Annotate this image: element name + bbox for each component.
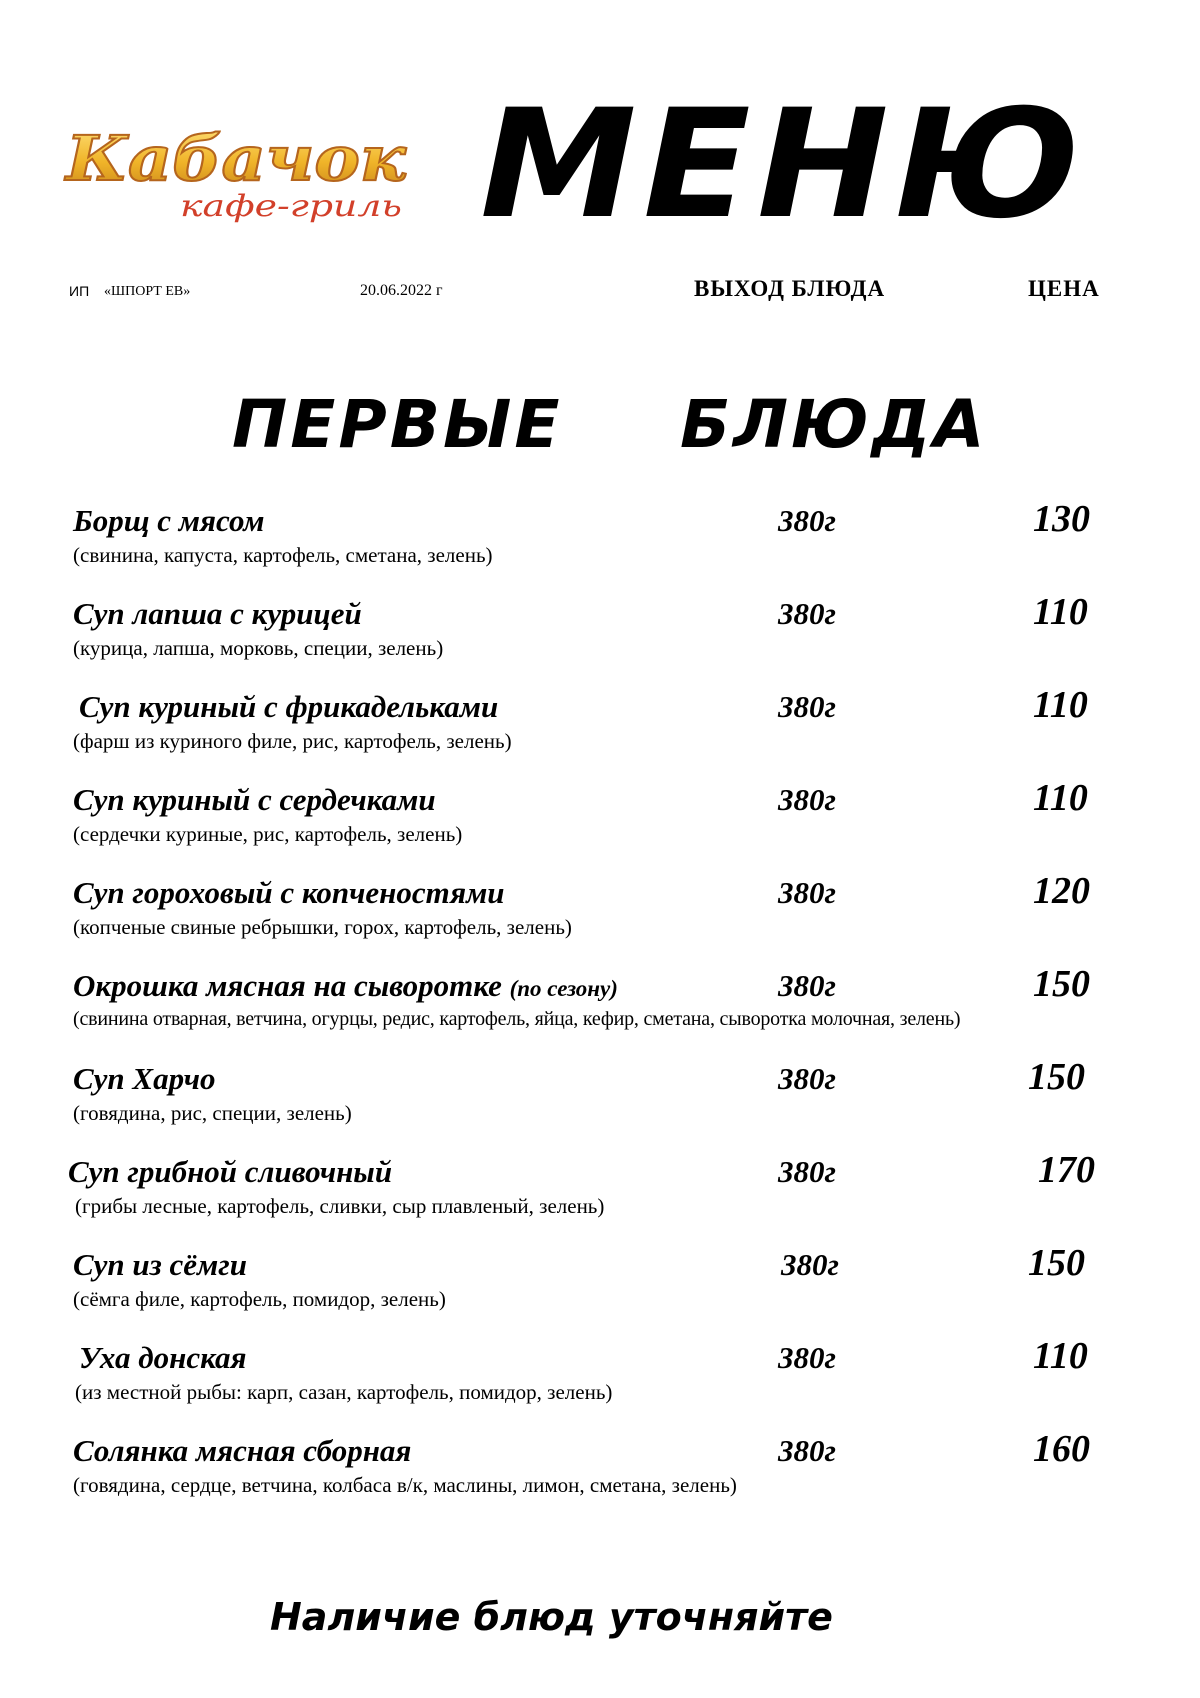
menu-item-description: (фарш из куриного филе, рис, картофель, зелень) [73,729,512,753]
menu-item-price: 110 [1033,591,1088,633]
menu-item-weight: 380г [778,1061,836,1096]
menu-item-name: Суп куриный с сердечками [73,782,436,817]
menu-item-name: Суп грибной сливочный [68,1154,393,1189]
menu-item-name-text: Окрошка мясная на сыворотке [73,968,502,1003]
menu-item-weight: 380г [778,1340,836,1375]
menu-item-weight: 380г [778,968,836,1003]
menu-item [0,963,1200,1058]
menu-item [0,1428,1200,1523]
menu-item-description: (копченые свиные ребрышки, горох, картофель, зелень) [73,915,572,939]
menu-item-weight: 380г [778,782,836,817]
menu-item-price: 170 [1038,1149,1095,1191]
menu-item-weight: 380г [778,875,836,910]
menu-item-description: (из местной рыбы: карп, сазан, картофель, помидор, зелень) [75,1380,613,1404]
ip-name: «ШПОРТ ЕВ» [104,284,191,299]
menu-item-description: (говядина, рис, специи, зелень) [73,1101,352,1125]
menu-item [0,684,1200,779]
menu-item [0,591,1200,686]
menu-item [0,1149,1200,1244]
menu-item [0,870,1200,965]
menu-item-price: 110 [1033,684,1088,726]
menu-item-description: (грибы лесные, картофель, сливки, сыр плавленый, зелень) [75,1194,605,1218]
menu-item-season-note: (по сезону) [509,976,618,1001]
availability-note: Наличие блюд уточняйте [270,1595,833,1639]
menu-item-price: 110 [1033,777,1088,819]
menu-item-name: Суп Харчо [73,1061,216,1096]
document-date: 20.06.2022 г [360,282,443,299]
menu-item [0,1335,1200,1430]
menu-item-price: 110 [1033,1335,1088,1377]
menu-item-price: 160 [1033,1428,1090,1470]
menu-item-description: (свинина отварная, ветчина, огурцы, редис, картофель, яйца, кефир, сметана, сыворотка молочная, зелень) [73,1008,961,1030]
menu-item-weight: 380г [778,503,836,538]
menu-item [0,1242,1200,1337]
menu-item [0,1056,1200,1151]
logo-tagline-text: кафе-гриль [180,189,402,224]
cafe-logo [62,108,412,228]
menu-item-name: Суп лапша с курицей [73,596,362,631]
menu-item-weight: 380г [781,1247,839,1282]
menu-item [0,777,1200,872]
page-title: МЕНЮ [480,78,1087,252]
menu-item-name: Суп куриный с фрикадельками [79,689,499,724]
menu-item-weight: 380г [778,1154,836,1189]
menu-item-description: (свинина, капуста, картофель, сметана, зелень) [73,543,493,567]
menu-item-price: 150 [1028,1242,1085,1284]
menu-item-name: Уха донская [79,1340,247,1375]
section-heading-word-1: ПЕРВЫЕ [232,386,563,463]
menu-item-price: 150 [1028,1056,1085,1098]
menu-item-price: 130 [1033,498,1090,540]
menu-item-price: 150 [1033,963,1090,1005]
menu-item-description: (говядина, сердце, ветчина, колбаса в/к, маслины, лимон, сметана, зелень) [73,1473,737,1497]
menu-item-name: Суп гороховый с копченостями [73,875,505,910]
menu-item-description: (сёмга филе, картофель, помидор, зелень) [73,1287,446,1311]
menu-item-name: Борщ с мясом [73,503,265,538]
logo-brand-text: Кабачок [63,122,408,195]
menu-item-description: (курица, лапша, морковь, специи, зелень) [73,636,444,660]
menu-item [0,498,1200,593]
menu-item-weight: 380г [778,1433,836,1468]
menu-item-price: 120 [1033,870,1090,912]
ip-label: ИП [69,283,90,299]
menu-item-name: Солянка мясная сборная [73,1433,412,1468]
menu-item-weight: 380г [778,596,836,631]
column-header-price: ЦЕНА [1028,276,1100,301]
column-header-portion: ВЫХОД БЛЮДА [694,276,886,301]
menu-item-name: Суп из сёмги [73,1247,247,1282]
section-heading-word-2: БЛЮДА [680,386,988,463]
menu-item-description: (сердечки куриные, рис, картофель, зелень) [73,822,463,846]
menu-item-name [73,968,618,1004]
menu-item-weight: 380г [778,689,836,724]
